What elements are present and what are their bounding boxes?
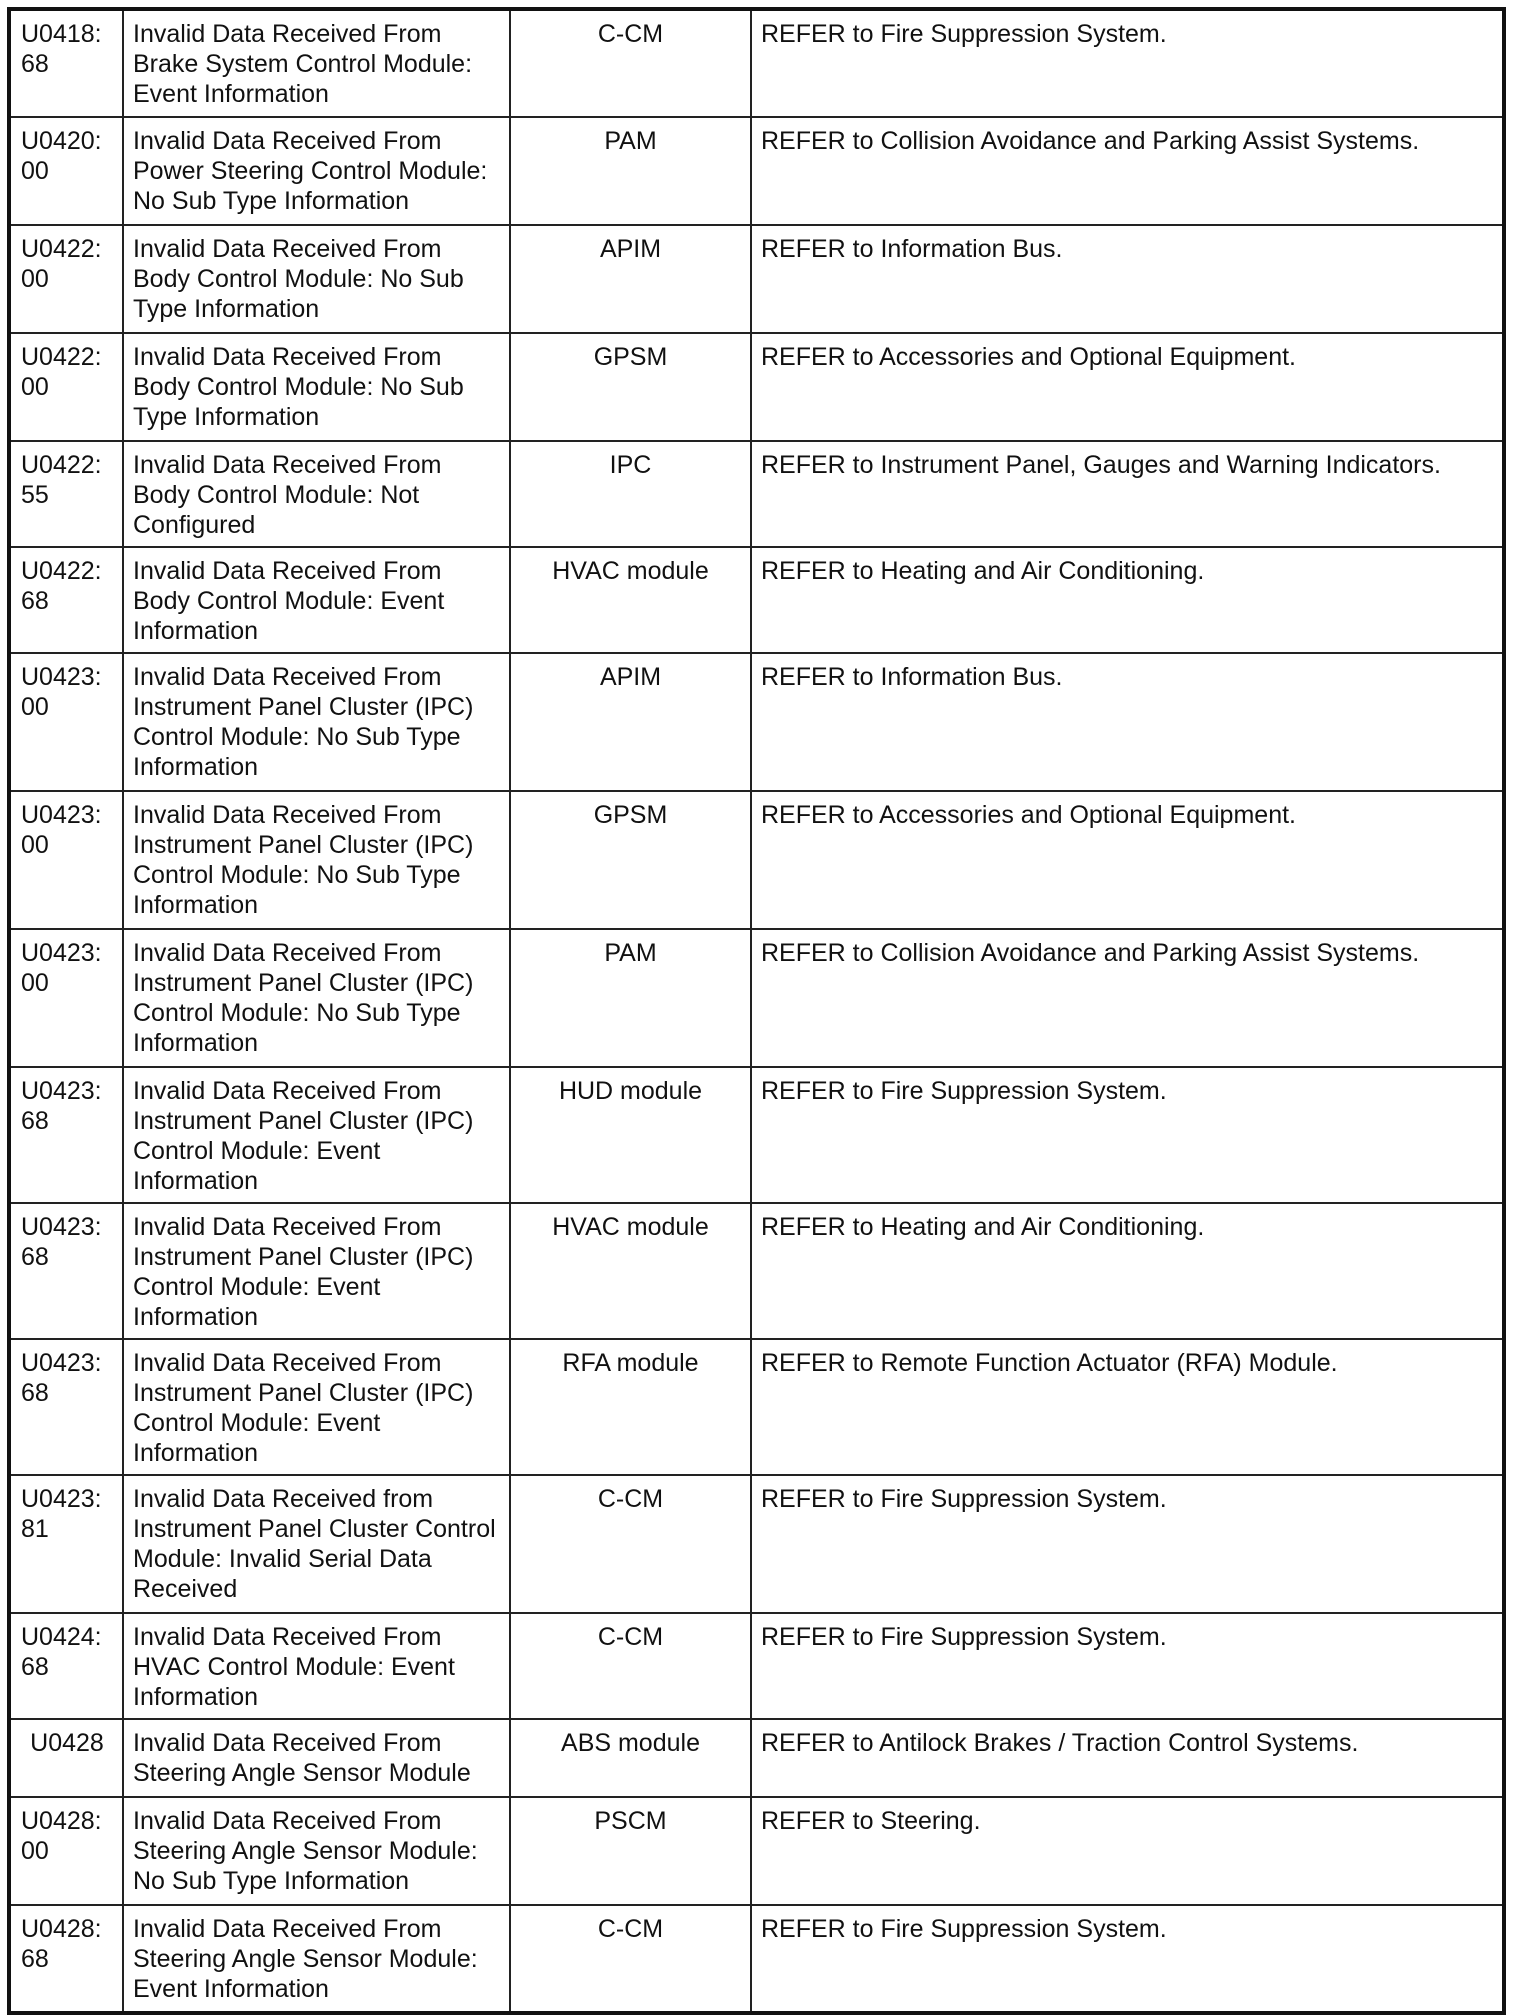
module-name: GPSM bbox=[510, 333, 751, 441]
action-text: REFER to Instrument Panel, Gauges and Warning Indicators. bbox=[751, 441, 1504, 547]
dtc-description: Invalid Data Received From Instrument Panel Cluster (IPC) Control Module: No Sub Type Information bbox=[123, 653, 510, 791]
table-row bbox=[9, 441, 1504, 547]
dtc-code: U0428:00 bbox=[9, 1797, 123, 1905]
dtc-description: Invalid Data Received From HVAC Control Module: Event Information bbox=[123, 1613, 510, 1719]
action-text: REFER to Remote Function Actuator (RFA) Module. bbox=[751, 1339, 1504, 1475]
dtc-code: U0423:00 bbox=[9, 929, 123, 1067]
dtc-code: U0423:68 bbox=[9, 1339, 123, 1475]
dtc-description: Invalid Data Received From Steering Angle Sensor Module bbox=[123, 1719, 510, 1797]
module-name: PAM bbox=[510, 929, 751, 1067]
dtc-code: U0422:00 bbox=[9, 333, 123, 441]
action-text: REFER to Fire Suppression System. bbox=[751, 1475, 1504, 1613]
dtc-code: U0423:81 bbox=[9, 1475, 123, 1613]
action-text: REFER to Collision Avoidance and Parking Assist Systems. bbox=[751, 117, 1504, 225]
table-row bbox=[9, 1475, 1504, 1613]
table-row bbox=[9, 117, 1504, 225]
action-text: REFER to Information Bus. bbox=[751, 225, 1504, 333]
table-row bbox=[9, 929, 1504, 1067]
dtc-description: Invalid Data Received From Steering Angle Sensor Module: Event Information bbox=[123, 1905, 510, 2013]
dtc-code: U0423:68 bbox=[9, 1203, 123, 1339]
module-name: C-CM bbox=[510, 1475, 751, 1613]
dtc-code: U0428 bbox=[9, 1719, 123, 1797]
dtc-description: Invalid Data Received From Body Control Module: Event Information bbox=[123, 547, 510, 653]
table-row bbox=[9, 653, 1504, 791]
module-name: C-CM bbox=[510, 1905, 751, 2013]
dtc-code: U0422:55 bbox=[9, 441, 123, 547]
module-name: RFA module bbox=[510, 1339, 751, 1475]
dtc-description: Invalid Data Received From Instrument Panel Cluster (IPC) Control Module: Event Information bbox=[123, 1339, 510, 1475]
module-name: HVAC module bbox=[510, 1203, 751, 1339]
dtc-description: Invalid Data Received From Instrument Panel Cluster (IPC) Control Module: Event Information bbox=[123, 1067, 510, 1203]
action-text: REFER to Fire Suppression System. bbox=[751, 1067, 1504, 1203]
module-name: PSCM bbox=[510, 1797, 751, 1905]
dtc-description: Invalid Data Received From Instrument Panel Cluster (IPC) Control Module: No Sub Type Information bbox=[123, 929, 510, 1067]
dtc-code: U0422:68 bbox=[9, 547, 123, 653]
action-text: REFER to Information Bus. bbox=[751, 653, 1504, 791]
table-row bbox=[9, 1613, 1504, 1719]
module-name: PAM bbox=[510, 117, 751, 225]
dtc-description: Invalid Data Received From Steering Angle Sensor Module: No Sub Type Information bbox=[123, 1797, 510, 1905]
dtc-code: U0420:00 bbox=[9, 117, 123, 225]
module-name: ABS module bbox=[510, 1719, 751, 1797]
action-text: REFER to Steering. bbox=[751, 1797, 1504, 1905]
module-name: APIM bbox=[510, 225, 751, 333]
action-text: REFER to Heating and Air Conditioning. bbox=[751, 1203, 1504, 1339]
action-text: REFER to Antilock Brakes / Traction Control Systems. bbox=[751, 1719, 1504, 1797]
module-name: APIM bbox=[510, 653, 751, 791]
module-name: HUD module bbox=[510, 1067, 751, 1203]
dtc-code: U0423:68 bbox=[9, 1067, 123, 1203]
dtc-code: U0422:00 bbox=[9, 225, 123, 333]
action-text: REFER to Accessories and Optional Equipment. bbox=[751, 791, 1504, 929]
dtc-code: U0418:68 bbox=[9, 9, 123, 117]
dtc-code: U0428:68 bbox=[9, 1905, 123, 2013]
dtc-code: U0423:00 bbox=[9, 791, 123, 929]
dtc-description: Invalid Data Received From Body Control Module: No Sub Type Information bbox=[123, 333, 510, 441]
table-row bbox=[9, 1339, 1504, 1475]
module-name: GPSM bbox=[510, 791, 751, 929]
action-text: REFER to Fire Suppression System. bbox=[751, 9, 1504, 117]
action-text: REFER to Heating and Air Conditioning. bbox=[751, 547, 1504, 653]
table-row bbox=[9, 1203, 1504, 1339]
dtc-description: Invalid Data Received From Brake System Control Module: Event Information bbox=[123, 9, 510, 117]
table-row bbox=[9, 547, 1504, 653]
table-row bbox=[9, 1905, 1504, 2013]
dtc-description: Invalid Data Received From Power Steering Control Module: No Sub Type Information bbox=[123, 117, 510, 225]
action-text: REFER to Fire Suppression System. bbox=[751, 1613, 1504, 1719]
dtc-description: Invalid Data Received from Instrument Panel Cluster Control Module: Invalid Serial Data Received bbox=[123, 1475, 510, 1613]
table-row bbox=[9, 333, 1504, 441]
dtc-description: Invalid Data Received From Instrument Panel Cluster (IPC) Control Module: No Sub Type Information bbox=[123, 791, 510, 929]
action-text: REFER to Fire Suppression System. bbox=[751, 1905, 1504, 2013]
table-row bbox=[9, 225, 1504, 333]
table-row bbox=[9, 1797, 1504, 1905]
module-name: HVAC module bbox=[510, 547, 751, 653]
dtc-code: U0423:00 bbox=[9, 653, 123, 791]
dtc-description: Invalid Data Received From Body Control Module: Not Configured bbox=[123, 441, 510, 547]
module-name: IPC bbox=[510, 441, 751, 547]
table-row bbox=[9, 791, 1504, 929]
dtc-description: Invalid Data Received From Instrument Panel Cluster (IPC) Control Module: Event Information bbox=[123, 1203, 510, 1339]
dtc-code: U0424:68 bbox=[9, 1613, 123, 1719]
action-text: REFER to Accessories and Optional Equipment. bbox=[751, 333, 1504, 441]
dtc-description: Invalid Data Received From Body Control Module: No Sub Type Information bbox=[123, 225, 510, 333]
module-name: C-CM bbox=[510, 1613, 751, 1719]
action-text: REFER to Collision Avoidance and Parking Assist Systems. bbox=[751, 929, 1504, 1067]
table-row bbox=[9, 1719, 1504, 1797]
table-row bbox=[9, 1067, 1504, 1203]
dtc-table bbox=[7, 7, 1506, 2015]
module-name: C-CM bbox=[510, 9, 751, 117]
table-row bbox=[9, 9, 1504, 117]
